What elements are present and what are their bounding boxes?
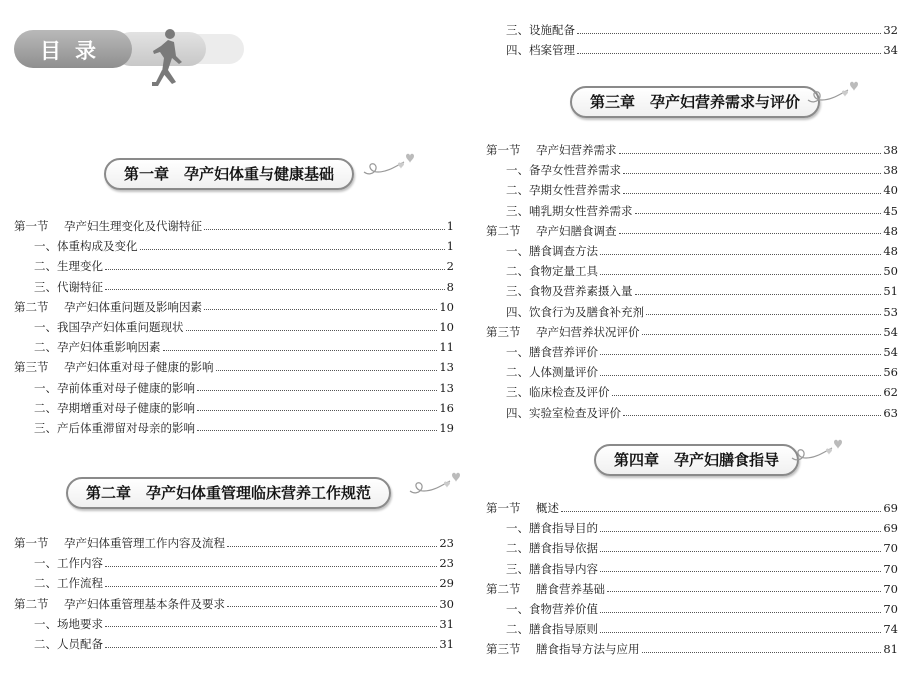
entry-title: 孕产妇体重问题及影响因素 [64,299,202,314]
entry-label [14,279,103,295]
toc-subsection-entry[interactable] [14,573,454,593]
section-number: 第二节 [14,596,49,611]
section-number: 第三节 [486,642,521,657]
toc-subsection-entry[interactable] [486,180,898,200]
entry-label [486,344,598,360]
entry-label [486,601,598,617]
entry-title: 一、膳食调查方法 [506,244,598,259]
entry-label [486,364,598,380]
page-number: 70 [883,602,898,617]
entry-title: 一、我国孕产妇体重问题现状 [34,320,184,335]
section-number: 第三节 [14,360,49,375]
entry-title: 二、生理变化 [34,259,103,274]
toc-section-entry[interactable] [486,639,898,659]
page-number: 16 [439,400,454,415]
page-number: 32 [883,23,898,38]
toc-subsection-entry[interactable] [14,337,454,357]
page-number: 10 [439,320,454,335]
dot-leader [600,254,881,255]
entry-title: 三、产后体重滞留对母亲的影响 [34,420,195,435]
entry-label [486,641,640,657]
entry-title: 三、膳食指导内容 [506,561,598,576]
entry-label [486,500,559,516]
toc-subsection-entry[interactable] [14,418,454,438]
entry-title: 孕产妇体重管理工作内容及流程 [64,536,225,551]
page-number: 31 [439,637,454,652]
entry-title: 膳食指导方法与应用 [536,642,640,657]
entry-label [14,238,138,254]
entry-label [486,223,617,239]
heart-swirl-icon [408,469,468,499]
toc-subsection-entry[interactable] [486,40,898,60]
toc-section-entry[interactable] [14,594,454,614]
page-number: 62 [883,385,898,400]
dot-leader [623,193,881,194]
page-number: 38 [883,143,898,158]
chapter-1-toc [14,216,454,438]
entry-title: 孕产妇生理变化及代谢特征 [64,219,202,234]
entry-label [486,384,610,400]
entry-label [486,22,575,38]
chapter-2-title: 第二章 孕产妇体重管理临床营养工作规范 [66,477,391,509]
toc-subsection-entry[interactable] [14,236,454,256]
entry-label [14,400,195,416]
toc-subsection-entry[interactable] [486,518,898,538]
page-number: 69 [883,521,898,536]
toc-section-entry[interactable] [14,297,454,317]
entry-label [14,616,103,632]
toc-subsection-entry[interactable] [486,362,898,382]
page-number: 13 [439,360,454,375]
page-number: 23 [439,556,454,571]
page-number: 81 [883,642,898,657]
entry-label [14,596,225,612]
toc-section-entry[interactable] [14,216,454,236]
page-number: 54 [883,344,898,359]
page-number: 31 [439,616,454,631]
page-number: 50 [883,264,898,279]
toc-subsection-entry[interactable] [486,160,898,180]
toc-section-entry[interactable] [486,221,898,241]
entry-title: 一、场地要求 [34,616,103,631]
entry-label [486,621,598,637]
dot-leader [600,531,881,532]
toc-subsection-entry[interactable] [486,619,898,639]
dot-leader [105,647,437,648]
chapter-2-toc [14,533,454,654]
page-number: 70 [883,561,898,576]
entry-title: 孕产妇膳食调查 [536,223,617,238]
page-number: 13 [439,380,454,395]
entry-label [14,636,103,652]
toc-subsection-entry[interactable] [14,256,454,276]
dot-leader [623,173,881,174]
toc-subsection-entry[interactable] [486,559,898,579]
toc-subsection-entry[interactable] [14,634,454,654]
dot-leader [600,632,881,633]
dot-leader [561,511,881,512]
page-number: 70 [883,541,898,556]
dot-leader [105,269,445,270]
chapter-2-toc-continued [486,20,898,60]
chapter-3-toc [486,140,898,423]
entry-label [14,420,195,436]
dot-leader [197,430,437,431]
page-number: 53 [883,304,898,319]
chapter-1-title: 第一章 孕产妇体重与健康基础 [104,158,354,190]
section-number: 第一节 [486,143,521,158]
entry-title: 二、人体测量评价 [506,365,598,380]
dot-leader [600,551,881,552]
dot-leader [163,350,438,351]
entry-label [486,304,644,320]
entry-title: 二、膳食指导原则 [506,622,598,637]
toc-subsection-entry[interactable] [486,241,898,261]
entry-label [486,324,640,340]
entry-label [14,339,161,355]
chapter-3-title: 第三章 孕产妇营养需求与评价 [570,86,820,118]
dot-leader [105,566,437,567]
entry-title: 四、饮食行为及膳食补充剂 [506,304,644,319]
entry-title: 概述 [536,501,559,516]
toc-subsection-entry[interactable] [486,538,898,558]
page-number: 2 [446,259,454,274]
section-number: 第二节 [486,223,521,238]
page-number: 29 [439,576,454,591]
entry-label [14,218,202,234]
dot-leader [607,591,881,592]
page-number: 48 [883,223,898,238]
page-number: 10 [439,299,454,314]
dot-leader [105,586,437,587]
page-number: 70 [883,581,898,596]
runner-icon [146,26,190,98]
dot-leader [140,249,445,250]
toc-title: 目录 [40,39,110,63]
entry-title: 四、档案管理 [506,43,575,58]
dot-leader [635,294,882,295]
chapter-4-title: 第四章 孕产妇膳食指导 [594,444,799,476]
entry-label [14,575,103,591]
entry-label [14,359,214,375]
entry-label [14,258,103,274]
dot-leader [600,274,881,275]
section-number: 第三节 [486,324,521,339]
entry-label [486,243,598,259]
page-number: 1 [446,219,454,234]
toc-section-entry[interactable] [14,533,454,553]
entry-label [486,42,575,58]
page-number: 40 [883,183,898,198]
page-number: 63 [883,405,898,420]
dot-leader [619,153,882,154]
entry-title: 二、食物定量工具 [506,264,598,279]
dot-leader [623,415,881,416]
page-number: 45 [883,203,898,218]
section-number: 第二节 [486,581,521,596]
toc-section-entry[interactable] [486,140,898,160]
entry-title: 一、食物营养价值 [506,602,598,617]
dot-leader [577,53,881,54]
dot-leader [197,390,437,391]
dot-leader [577,33,881,34]
page-number: 56 [883,365,898,380]
toc-subsection-entry[interactable] [486,281,898,301]
section-number: 第一节 [14,536,49,551]
entry-title: 三、食物及营养素摄入量 [506,284,633,299]
entry-label [486,283,633,299]
entry-title: 三、代谢特征 [34,279,103,294]
entry-label [486,182,621,198]
entry-label [14,299,202,315]
entry-title: 一、工作内容 [34,556,103,571]
dot-leader [642,652,882,653]
entry-label [486,405,621,421]
entry-label [486,520,598,536]
entry-label [486,162,621,178]
dot-leader [635,213,882,214]
toc-subsection-entry[interactable] [14,277,454,297]
entry-title: 一、备孕女性营养需求 [506,163,621,178]
section-number: 第二节 [14,299,49,314]
chapter-4-toc [486,498,898,660]
entry-label [486,561,598,577]
toc-subsection-entry[interactable] [486,342,898,362]
page-number: 74 [883,622,898,637]
heart-swirl-icon [790,436,850,466]
entry-title: 二、膳食指导依据 [506,541,598,556]
entry-title: 一、体重构成及变化 [34,239,138,254]
page-number: 69 [883,501,898,516]
dot-leader [600,375,881,376]
dot-leader [204,309,437,310]
toc-subsection-entry[interactable] [14,317,454,337]
entry-title: 三、哺乳期女性营养需求 [506,203,633,218]
toc-subsection-entry[interactable] [486,599,898,619]
entry-title: 二、孕产妇体重影响因素 [34,340,161,355]
heart-swirl-icon [362,150,422,180]
entry-label [14,535,225,551]
dot-leader [186,330,438,331]
toc-subsection-entry[interactable] [486,20,898,40]
page-number: 11 [439,340,454,355]
heart-swirl-icon [806,78,866,108]
entry-title: 三、临床检查及评价 [506,385,610,400]
entry-title: 孕产妇营养状况评价 [536,324,640,339]
toc-subsection-entry[interactable] [486,382,898,402]
page-number: 8 [446,279,454,294]
toc-section-entry[interactable] [486,579,898,599]
entry-title: 孕产妇体重对母子健康的影响 [64,360,214,375]
page-number: 30 [439,596,454,611]
entry-title: 孕产妇体重管理基本条件及要求 [64,596,225,611]
page-number: 19 [439,420,454,435]
section-number: 第一节 [486,501,521,516]
entry-title: 一、孕前体重对母子健康的影响 [34,380,195,395]
dot-leader [227,606,437,607]
entry-title: 二、工作流程 [34,576,103,591]
toc-subsection-entry[interactable] [486,201,898,221]
entry-label [14,380,195,396]
entry-title: 一、膳食营养评价 [506,344,598,359]
dot-leader [105,289,445,290]
entry-title: 四、实验室检查及评价 [506,405,621,420]
page-number: 34 [883,43,898,58]
page-number: 38 [883,163,898,178]
toc-header [14,30,234,70]
toc-subsection-entry[interactable] [14,398,454,418]
entry-title: 二、人员配备 [34,637,103,652]
dot-leader [204,229,445,230]
section-number: 第一节 [14,219,49,234]
entry-label [486,581,605,597]
entry-title: 一、膳食指导目的 [506,521,598,536]
dot-leader [612,395,882,396]
dot-leader [600,354,881,355]
entry-label [14,555,103,571]
toc-subsection-entry[interactable] [486,261,898,281]
entry-label [486,203,633,219]
dot-leader [216,370,438,371]
entry-label [486,142,617,158]
dot-leader [600,571,881,572]
toc-subsection-entry[interactable] [14,378,454,398]
dot-leader [600,612,881,613]
toc-section-entry[interactable] [486,322,898,342]
toc-section-entry[interactable] [486,498,898,518]
page-number: 48 [883,244,898,259]
entry-title: 膳食营养基础 [536,581,605,596]
entry-title: 三、设施配备 [506,23,575,38]
toc-subsection-entry[interactable] [486,402,898,422]
page-number: 54 [883,324,898,339]
page-number: 1 [446,239,454,254]
entry-label [14,319,184,335]
page-number: 23 [439,536,454,551]
entry-title: 二、孕期女性营养需求 [506,183,621,198]
entry-label [486,540,598,556]
dot-leader [197,410,437,411]
dot-leader [619,233,882,234]
toc-subsection-entry[interactable] [14,614,454,634]
entry-title: 二、孕期增重对母子健康的影响 [34,400,195,415]
dot-leader [227,546,437,547]
entry-label [486,263,598,279]
toc-subsection-entry[interactable] [14,553,454,573]
page-number: 51 [883,284,898,299]
dot-leader [642,334,882,335]
entry-title: 孕产妇营养需求 [536,143,617,158]
toc-section-entry[interactable] [14,357,454,377]
dot-leader [105,626,437,627]
toc-subsection-entry[interactable] [486,302,898,322]
dot-leader [646,314,881,315]
